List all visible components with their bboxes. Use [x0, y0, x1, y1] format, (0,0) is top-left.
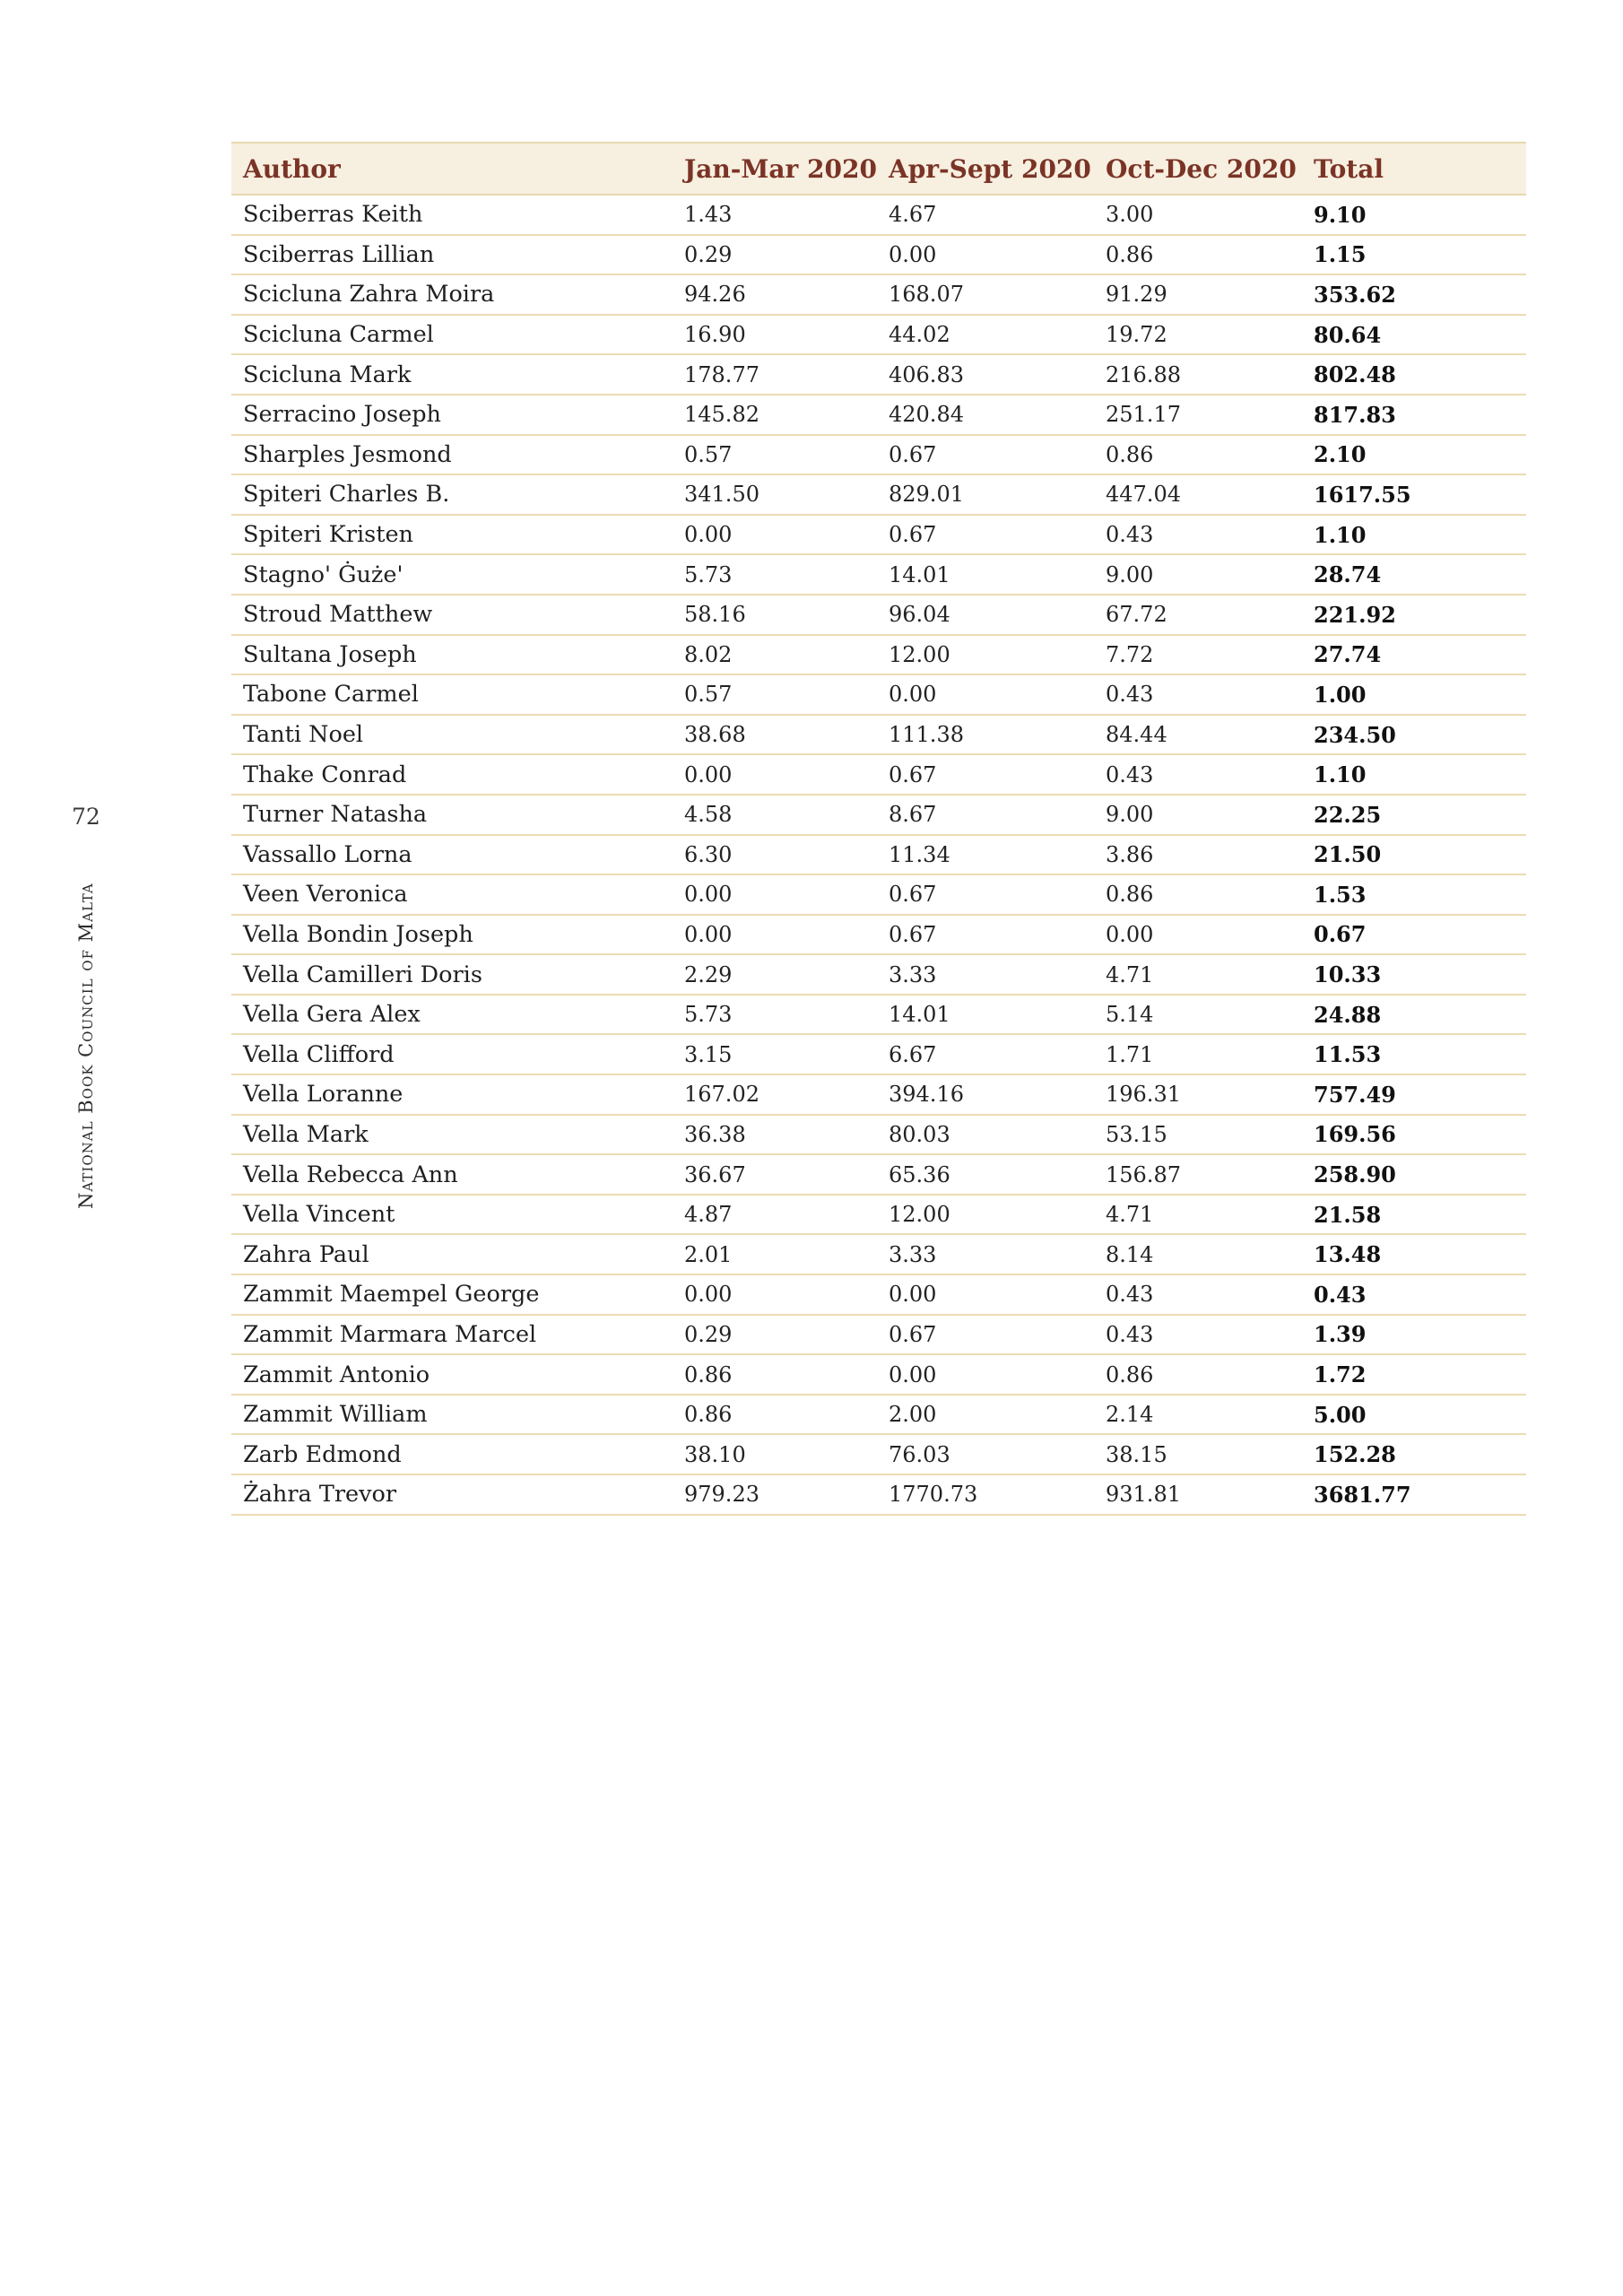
author-cell: Vella Camilleri Doris — [243, 961, 482, 988]
total-cell: 234.50 — [1314, 721, 1396, 748]
oct-dec-cell: 4.71 — [1106, 961, 1154, 987]
table-row — [231, 954, 1526, 995]
apr-sept-cell: 3.33 — [889, 1241, 937, 1267]
apr-sept-cell: 0.00 — [889, 241, 937, 267]
apr-sept-cell: 76.03 — [889, 1441, 950, 1467]
table-row — [231, 635, 1526, 675]
table-row — [231, 1154, 1526, 1195]
jan-mar-cell: 0.57 — [684, 441, 733, 467]
oct-dec-cell: 38.15 — [1106, 1441, 1167, 1467]
oct-dec-cell: 0.86 — [1106, 882, 1154, 908]
jan-mar-cell: 5.73 — [684, 1002, 733, 1028]
total-cell: 3681.77 — [1314, 1481, 1411, 1508]
total-cell: 22.25 — [1314, 801, 1382, 828]
author-cell: Stagno' Ġuże' — [243, 561, 404, 588]
oct-dec-cell: 931.81 — [1106, 1482, 1181, 1508]
author-cell: Vella Bondin Joseph — [243, 920, 473, 948]
jan-mar-cell: 4.87 — [684, 1202, 733, 1228]
table-row — [231, 274, 1526, 315]
table-row — [231, 515, 1526, 555]
author-cell: Scicluna Mark — [243, 361, 412, 388]
total-cell: 152.28 — [1314, 1441, 1396, 1468]
table-row — [231, 915, 1526, 955]
table-row — [231, 795, 1526, 835]
jan-mar-cell: 38.68 — [684, 722, 746, 748]
oct-dec-cell: 0.43 — [1106, 522, 1154, 548]
jan-mar-cell: 178.77 — [684, 361, 759, 387]
table-header-row — [231, 143, 1526, 195]
total-cell: 28.74 — [1314, 561, 1382, 588]
table-row — [231, 1315, 1526, 1355]
total-cell: 1.72 — [1314, 1361, 1367, 1388]
table-row — [231, 1395, 1526, 1435]
jan-mar-cell: 16.90 — [684, 322, 746, 348]
jan-mar-cell: 0.00 — [684, 921, 733, 947]
total-cell: 2.10 — [1314, 441, 1367, 468]
author-cell: Sciberras Keith — [243, 201, 423, 229]
author-cell: Sciberras Lillian — [243, 240, 435, 268]
total-cell: 1.00 — [1314, 681, 1367, 708]
total-cell: 817.83 — [1314, 401, 1396, 428]
apr-sept-cell: 0.00 — [889, 1361, 937, 1387]
jan-mar-cell: 94.26 — [684, 282, 746, 308]
apr-sept-cell: 8.67 — [889, 802, 937, 828]
apr-sept-cell: 14.01 — [889, 561, 950, 587]
table-row — [231, 1474, 1526, 1515]
jan-mar-cell: 6.30 — [684, 841, 733, 867]
table-row — [231, 1034, 1526, 1074]
oct-dec-cell: 7.72 — [1106, 641, 1154, 667]
table-row — [231, 395, 1526, 435]
table-row — [231, 715, 1526, 755]
table-row — [231, 754, 1526, 795]
apr-sept-cell: 0.00 — [889, 1282, 937, 1308]
table-row — [231, 1195, 1526, 1235]
oct-dec-cell: 447.04 — [1106, 482, 1181, 508]
jan-mar-cell: 341.50 — [684, 482, 759, 508]
total-cell: 11.53 — [1314, 1041, 1382, 1068]
table-body — [231, 195, 1526, 1515]
table-row — [231, 1074, 1526, 1115]
apr-sept-cell: 0.67 — [889, 1321, 937, 1347]
apr-sept-cell: 0.00 — [889, 682, 937, 708]
author-cell: Spiteri Kristen — [243, 521, 413, 549]
author-cell: Scicluna Carmel — [243, 321, 434, 349]
header-oct-dec: Oct-Dec 2020 — [1106, 153, 1297, 184]
jan-mar-cell: 0.57 — [684, 682, 733, 708]
apr-sept-cell: 44.02 — [889, 322, 950, 348]
jan-mar-cell: 36.38 — [684, 1121, 746, 1147]
jan-mar-cell: 2.29 — [684, 961, 733, 987]
author-cell: Vassallo Lorna — [243, 840, 412, 868]
header-total: Total — [1314, 153, 1384, 184]
oct-dec-cell: 0.86 — [1106, 1361, 1154, 1387]
apr-sept-cell: 65.36 — [889, 1161, 950, 1187]
jan-mar-cell: 38.10 — [684, 1441, 746, 1467]
jan-mar-cell: 0.29 — [684, 1321, 733, 1347]
oct-dec-cell: 2.14 — [1106, 1402, 1154, 1428]
total-cell: 353.62 — [1314, 281, 1396, 308]
total-cell: 802.48 — [1314, 361, 1396, 388]
total-cell: 258.90 — [1314, 1161, 1396, 1188]
apr-sept-cell: 0.67 — [889, 522, 937, 548]
jan-mar-cell: 5.73 — [684, 561, 733, 587]
total-cell: 0.43 — [1314, 1281, 1367, 1308]
oct-dec-cell: 196.31 — [1106, 1082, 1181, 1108]
table-row — [231, 1434, 1526, 1474]
apr-sept-cell: 1770.73 — [889, 1482, 978, 1508]
total-cell: 1.15 — [1314, 241, 1367, 268]
oct-dec-cell: 3.86 — [1106, 841, 1154, 867]
oct-dec-cell: 0.86 — [1106, 241, 1154, 267]
jan-mar-cell: 0.00 — [684, 761, 733, 787]
table-row — [231, 315, 1526, 355]
jan-mar-cell: 4.58 — [684, 802, 733, 828]
author-cell: Vella Mark — [243, 1120, 369, 1148]
table-row — [231, 674, 1526, 715]
author-cell: Veen Veronica — [243, 881, 408, 909]
author-cell: Zahra Paul — [243, 1240, 369, 1268]
table-row — [231, 354, 1526, 395]
total-cell: 21.50 — [1314, 841, 1382, 868]
apr-sept-cell: 168.07 — [889, 282, 964, 308]
oct-dec-cell: 8.14 — [1106, 1241, 1154, 1267]
author-cell: Sharples Jesmond — [243, 440, 452, 468]
table-row — [231, 874, 1526, 915]
jan-mar-cell: 0.00 — [684, 1282, 733, 1308]
jan-mar-cell: 8.02 — [684, 641, 733, 667]
author-cell: Zammit Maempel George — [243, 1281, 540, 1309]
author-cell: Thake Conrad — [243, 761, 407, 788]
author-cell: Zammit Antonio — [243, 1361, 430, 1388]
table-row — [231, 835, 1526, 875]
oct-dec-cell: 3.00 — [1106, 202, 1154, 228]
apr-sept-cell: 420.84 — [889, 402, 964, 428]
apr-sept-cell: 0.67 — [889, 921, 937, 947]
page-number: 72 — [72, 804, 100, 830]
total-cell: 27.74 — [1314, 641, 1382, 668]
apr-sept-cell: 12.00 — [889, 641, 950, 667]
author-cell: Vella Clifford — [243, 1040, 395, 1068]
table-row — [231, 235, 1526, 275]
table-row — [231, 995, 1526, 1035]
total-cell: 13.48 — [1314, 1241, 1382, 1268]
oct-dec-cell: 67.72 — [1106, 602, 1167, 628]
table-row — [231, 595, 1526, 635]
apr-sept-cell: 3.33 — [889, 961, 937, 987]
oct-dec-cell: 91.29 — [1106, 282, 1167, 308]
total-cell: 1.10 — [1314, 761, 1367, 788]
total-cell: 24.88 — [1314, 1001, 1382, 1028]
table-row — [231, 435, 1526, 475]
apr-sept-cell: 111.38 — [889, 722, 964, 748]
oct-dec-cell: 1.71 — [1106, 1041, 1154, 1067]
royalties-table — [231, 142, 1526, 1516]
total-cell: 757.49 — [1314, 1081, 1396, 1108]
total-cell: 1617.55 — [1314, 481, 1411, 508]
header-author: Author — [243, 153, 341, 184]
table-row — [231, 474, 1526, 515]
total-cell: 5.00 — [1314, 1401, 1367, 1428]
total-cell: 80.64 — [1314, 321, 1382, 348]
oct-dec-cell: 19.72 — [1106, 322, 1167, 348]
running-title: National Book Council of Malta — [75, 883, 97, 1209]
total-cell: 169.56 — [1314, 1121, 1396, 1148]
author-cell: Zammit William — [243, 1401, 428, 1429]
author-cell: Scicluna Zahra Moira — [243, 281, 495, 309]
jan-mar-cell: 58.16 — [684, 602, 746, 628]
oct-dec-cell: 5.14 — [1106, 1002, 1154, 1028]
jan-mar-cell: 145.82 — [684, 402, 759, 428]
author-cell: Vella Vincent — [243, 1201, 395, 1229]
table-row — [231, 1115, 1526, 1155]
oct-dec-cell: 9.00 — [1106, 561, 1154, 587]
jan-mar-cell: 0.86 — [684, 1402, 733, 1428]
oct-dec-cell: 9.00 — [1106, 802, 1154, 828]
author-cell: Vella Loranne — [243, 1081, 404, 1109]
apr-sept-cell: 96.04 — [889, 602, 950, 628]
jan-mar-cell: 36.67 — [684, 1161, 746, 1187]
total-cell: 21.58 — [1314, 1201, 1382, 1228]
table-row — [231, 1354, 1526, 1395]
jan-mar-cell: 1.43 — [684, 202, 733, 228]
apr-sept-cell: 0.67 — [889, 882, 937, 908]
jan-mar-cell: 0.29 — [684, 241, 733, 267]
header-apr-sept: Apr-Sept 2020 — [889, 153, 1091, 184]
oct-dec-cell: 156.87 — [1106, 1161, 1181, 1187]
jan-mar-cell: 0.00 — [684, 522, 733, 548]
table-row — [231, 554, 1526, 595]
jan-mar-cell: 167.02 — [684, 1082, 759, 1108]
oct-dec-cell: 0.43 — [1106, 761, 1154, 787]
apr-sept-cell: 0.67 — [889, 761, 937, 787]
oct-dec-cell: 4.71 — [1106, 1202, 1154, 1228]
apr-sept-cell: 12.00 — [889, 1202, 950, 1228]
oct-dec-cell: 84.44 — [1106, 722, 1167, 748]
oct-dec-cell: 0.43 — [1106, 1282, 1154, 1308]
total-cell: 9.10 — [1314, 201, 1367, 228]
jan-mar-cell: 0.86 — [684, 1361, 733, 1387]
apr-sept-cell: 14.01 — [889, 1002, 950, 1028]
author-cell: Stroud Matthew — [243, 601, 433, 629]
oct-dec-cell: 216.88 — [1106, 361, 1181, 387]
author-cell: Tanti Noel — [243, 721, 364, 749]
jan-mar-cell: 2.01 — [684, 1241, 733, 1267]
apr-sept-cell: 829.01 — [889, 482, 964, 508]
table-row — [231, 195, 1526, 235]
author-cell: Zammit Marmara Marcel — [243, 1320, 537, 1348]
total-cell: 10.33 — [1314, 961, 1382, 988]
apr-sept-cell: 2.00 — [889, 1402, 937, 1428]
author-cell: Spiteri Charles B. — [243, 481, 450, 509]
oct-dec-cell: 0.00 — [1106, 921, 1154, 947]
oct-dec-cell: 53.15 — [1106, 1121, 1167, 1147]
total-cell: 0.67 — [1314, 921, 1367, 948]
jan-mar-cell: 3.15 — [684, 1041, 733, 1067]
total-cell: 221.92 — [1314, 601, 1396, 628]
author-cell: Serracino Joseph — [243, 401, 441, 429]
apr-sept-cell: 406.83 — [889, 361, 964, 387]
author-cell: Żahra Trevor — [243, 1481, 397, 1509]
apr-sept-cell: 394.16 — [889, 1082, 964, 1108]
total-cell: 1.39 — [1314, 1321, 1367, 1348]
oct-dec-cell: 0.86 — [1106, 441, 1154, 467]
jan-mar-cell: 979.23 — [684, 1482, 759, 1508]
jan-mar-cell: 0.00 — [684, 882, 733, 908]
oct-dec-cell: 0.43 — [1106, 1321, 1154, 1347]
author-cell: Turner Natasha — [243, 801, 428, 829]
apr-sept-cell: 80.03 — [889, 1121, 950, 1147]
apr-sept-cell: 11.34 — [889, 841, 950, 867]
author-cell: Vella Gera Alex — [243, 1001, 421, 1029]
header-jan-mar: Jan-Mar 2020 — [684, 153, 877, 184]
table-row — [231, 1234, 1526, 1274]
oct-dec-cell: 0.43 — [1106, 682, 1154, 708]
total-cell: 1.53 — [1314, 881, 1367, 908]
author-cell: Zarb Edmond — [243, 1440, 402, 1468]
oct-dec-cell: 251.17 — [1106, 402, 1181, 428]
apr-sept-cell: 4.67 — [889, 202, 937, 228]
author-cell: Tabone Carmel — [243, 681, 419, 709]
author-cell: Vella Rebecca Ann — [243, 1161, 458, 1188]
apr-sept-cell: 0.67 — [889, 441, 937, 467]
apr-sept-cell: 6.67 — [889, 1041, 937, 1067]
royalties-table-container — [231, 142, 1526, 1516]
author-cell: Sultana Joseph — [243, 640, 417, 668]
table-row — [231, 1274, 1526, 1315]
total-cell: 1.10 — [1314, 521, 1367, 548]
